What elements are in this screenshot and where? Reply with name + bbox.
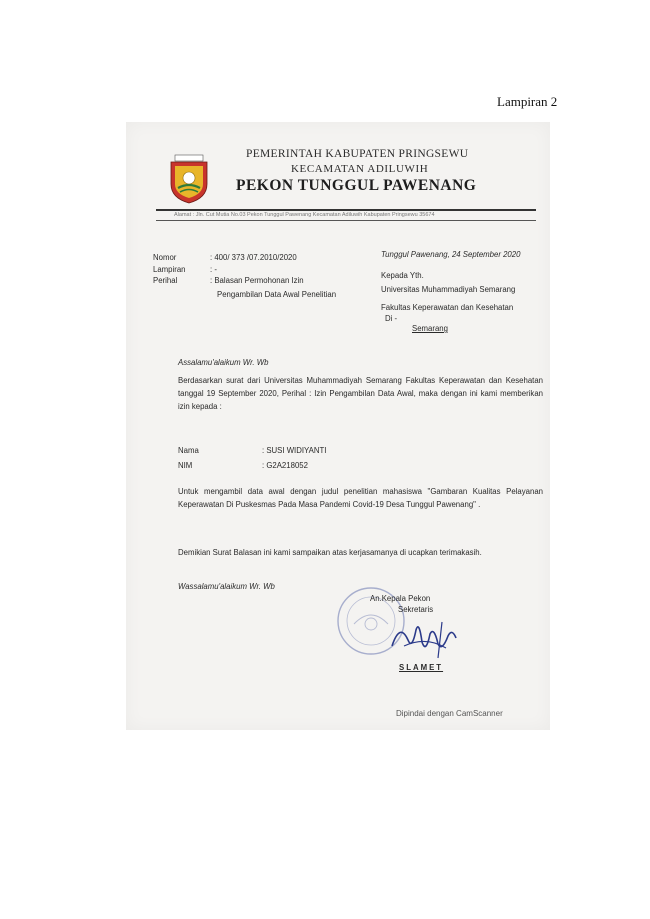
recipient-faculty: Fakultas Keperawatan dan Kesehatan [381,303,514,312]
perihal-value-line1: : Balasan Permohonan Izin [210,276,304,285]
regency-emblem-icon [166,154,212,204]
nomor-value: : 400/ 373 /07.2010/2020 [210,253,297,262]
perihal-label: Perihal [153,276,178,285]
paragraph-closing: Demikian Surat Balasan ini kami sampaikan atas kerjasamanya di ucapkan terimakasih. [178,548,482,557]
lampiran-value: : - [210,265,217,274]
letter-date: Tunggul Pawenang, 24 September 2020 [381,250,521,259]
nim-label: NIM [178,461,193,470]
nim-value: : G2A218052 [262,461,308,470]
opening-greeting: Assalamu'alaikum Wr. Wb [178,358,269,367]
lampiran-label: Lampiran [153,265,186,274]
scanned-letter [126,122,550,730]
paragraph-purpose: Untuk mengambil data awal dengan judul penelitian mahasiswa "Gambaran Kualitas Pelayanan Keperawatan Di Puskesmas Pada Masa Pandemi Covid-19 Desa Tunggul Pawenang" . [178,487,543,509]
signatory-title: Sekretaris [398,605,434,614]
handwritten-signature-icon [386,616,460,662]
recipient-city: Semarang [412,324,448,333]
closing-greeting: Wassalamu'alaikum Wr. Wb [178,582,275,591]
district-name: KECAMATAN ADILUWIH [291,163,429,175]
recipient-greeting: Kepada Yth. [381,271,424,280]
camscanner-watermark: Dipindai dengan CamScanner [396,709,503,718]
nama-value: : SUSI WIDIYANTI [262,446,327,455]
recipient-di: Di - [385,314,398,323]
signatory-on-behalf: An.Kepala Pekon [370,594,431,603]
nomor-label: Nomor [153,253,177,262]
paragraph-intro: Berdasarkan surat dari Universitas Muhammadiyah Semarang Fakultas Keperawatan dan Kesehatan tanggal 19 September 2020, Perihal : Izin Pengambilan Data Awal, maka dengan ini kami memberikan izin kepada : [178,376,543,411]
letterhead-rule [156,209,536,211]
government-name: PEMERINTAH KABUPATEN PRINGSEWU [246,148,469,160]
nama-label: Nama [178,446,199,455]
letterhead-rule-thin [156,220,536,221]
perihal-value-line2: Pengambilan Data Awal Penelitian [217,290,337,299]
letterhead-address: Alamat : Jln. Cut Mutia No.03 Pekon Tunggul Pawenang Kecamatan Adiluwih Kabupaten Pringsewu 35674 [174,212,435,218]
village-name: PEKON TUNGGUL PAWENANG [236,177,477,194]
page-label: Lampiran 2 [497,94,558,109]
recipient-university: Universitas Muhammadiyah Semarang [381,285,516,294]
signatory-name: SLAMET [399,663,444,672]
